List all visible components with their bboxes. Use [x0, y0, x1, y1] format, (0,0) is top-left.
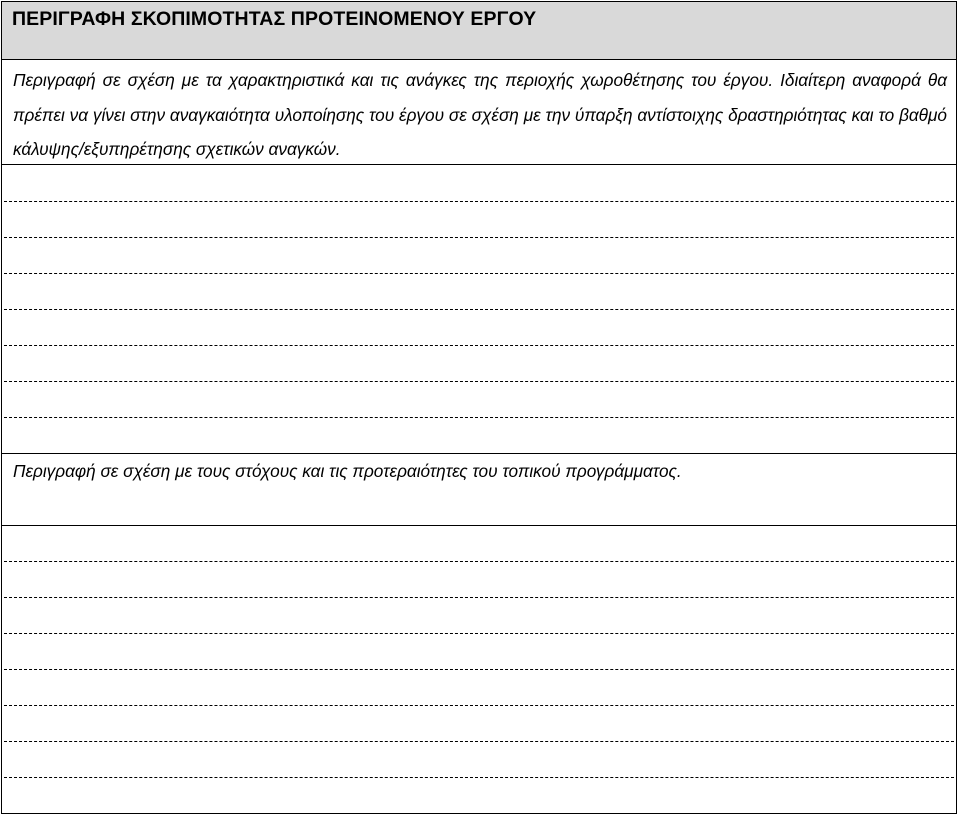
answer-line [4, 345, 954, 346]
section1-answer-area[interactable] [2, 165, 956, 454]
answer-line [4, 201, 954, 202]
section2-instruction: Περιγραφή σε σχέση με τους στόχους και τις προτεραιότητες του τοπικού προγράμματος. [2, 454, 956, 526]
project-description-form [1, 1, 957, 814]
answer-line [4, 237, 954, 238]
answer-line [4, 633, 954, 634]
answer-line [4, 309, 954, 310]
answer-line [4, 705, 954, 706]
answer-line [4, 777, 954, 778]
answer-line [4, 561, 954, 562]
answer-line [4, 741, 954, 742]
answer-line [4, 597, 954, 598]
form-title: ΠΕΡΙΓΡΑΦΗ ΣΚΟΠΙΜΟΤΗΤΑΣ ΠΡΟΤΕΙΝΟΜΕΝΟΥ ΕΡΓΟΥ [2, 2, 956, 60]
section2-answer-area[interactable] [2, 526, 956, 813]
section1-instruction: Περιγραφή σε σχέση με τα χαρακτηριστικά και τις ανάγκες της περιοχής χωροθέτησης του έργου. Ιδιαίτερη αναφορά θα πρέπει να γίνει στην αναγκαιότητα υλοποίησης του έργου σε σχέση με την ύπαρξη αντίστοιχης δραστηριότητας και το βαθμό κάλυψης/εξυπηρέτησης σχετικών αναγκών. [2, 60, 956, 165]
answer-line [4, 381, 954, 382]
answer-line [4, 669, 954, 670]
answer-line [4, 417, 954, 418]
answer-line [4, 273, 954, 274]
